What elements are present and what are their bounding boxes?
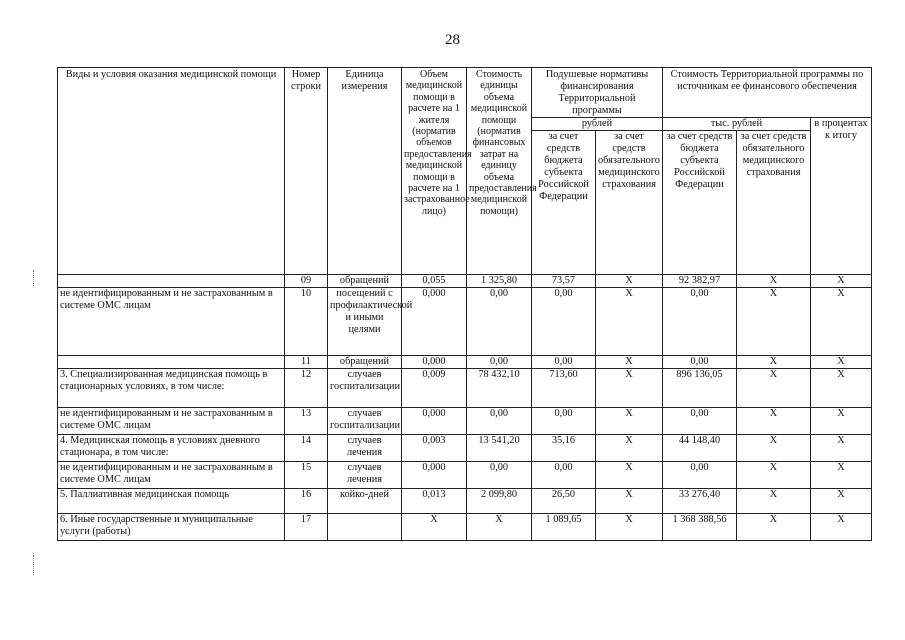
table-row: 5. Паллиативная медицинская помощь 16 койко-дней 0,013 2 099,80 26,50 Х 33 276,40 Х Х — [58, 489, 872, 514]
header-thousand-rubles: тыс. рублей — [663, 118, 811, 131]
table-row: 11 обращений 0,000 0,00 0,00 Х 0,00 Х Х — [58, 356, 872, 369]
table-row: не идентифицированным и не застрахованным в системе ОМС лицам 15 случаев лечения 0,000 0,00 0,00 Х 0,00 Х Х — [58, 462, 872, 489]
header-oms-total: за счет средств обязательного медицинского страхования — [737, 131, 811, 275]
table-row: 6. Иные государственные и муниципальные услуги (работы) 17 Х Х 1 089,65 Х 1 368 388,56 Х Х — [58, 514, 872, 541]
header-budget: за счет средств бюджета субъекта Российской Федерации — [532, 131, 596, 275]
binding-margin-mark — [33, 270, 38, 286]
table-row: 3. Специализированная медицинская помощь в стационарных условиях, в том числе: 12 случаев госпитализации 0,009 78 432,10 713,60 Х 896 136,05 Х Х — [58, 369, 872, 408]
header-cost-total: Стоимость Территориальной программы по источникам ее финансового обеспечения — [663, 68, 872, 118]
header-percent: в процентах к итогу — [811, 118, 872, 275]
header-unit-cost: Стоимость единицы объема медицинской помощи (норматив финансовых затрат на единицу объема предоставления медицинской помощи) — [467, 68, 532, 275]
header-kind: Виды и условия оказания медицинской помощи — [58, 68, 285, 275]
table-row: не идентифицированным и не застрахованным в системе ОМС лицам 10 посещений с профилактической и иными целями 0,000 0,00 0,00 Х 0,00 Х Х — [58, 288, 872, 356]
table-row: 4. Медицинская помощь в условиях дневного стационара, в том числе: 14 случаев лечения 0,003 13 541,20 35,16 Х 44 148,40 Х Х — [58, 435, 872, 462]
header-row-number: Номер строки — [285, 68, 328, 275]
binding-margin-mark — [33, 555, 38, 575]
header-rubles: рублей — [532, 118, 663, 131]
header-budget-total: за счет средств бюджета субъекта Российской Федерации — [663, 131, 737, 275]
page-number: 28 — [445, 32, 460, 48]
header-per-capita: Подушевые нормативы финансирования Территориальной программы — [532, 68, 663, 118]
table-row: 09 обращений 0,055 1 325,80 73,57 Х 92 382,97 Х Х — [58, 275, 872, 288]
table-row: не идентифицированным и не застрахованным в системе ОМС лицам 13 случаев госпитализации 0,000 0,00 0,00 Х 0,00 Х Х — [58, 408, 872, 435]
program-cost-table — [57, 67, 872, 541]
header-oms: за счет средств обязательного медицинского страхования — [596, 131, 663, 275]
header-volume: Объем медицинской помощи в расчете на 1 жителя (норматив объемов предоставления медицинской помощи в расчете на 1 застрахованное лицо) — [402, 68, 467, 275]
header-unit: Единица измерения — [328, 68, 402, 275]
